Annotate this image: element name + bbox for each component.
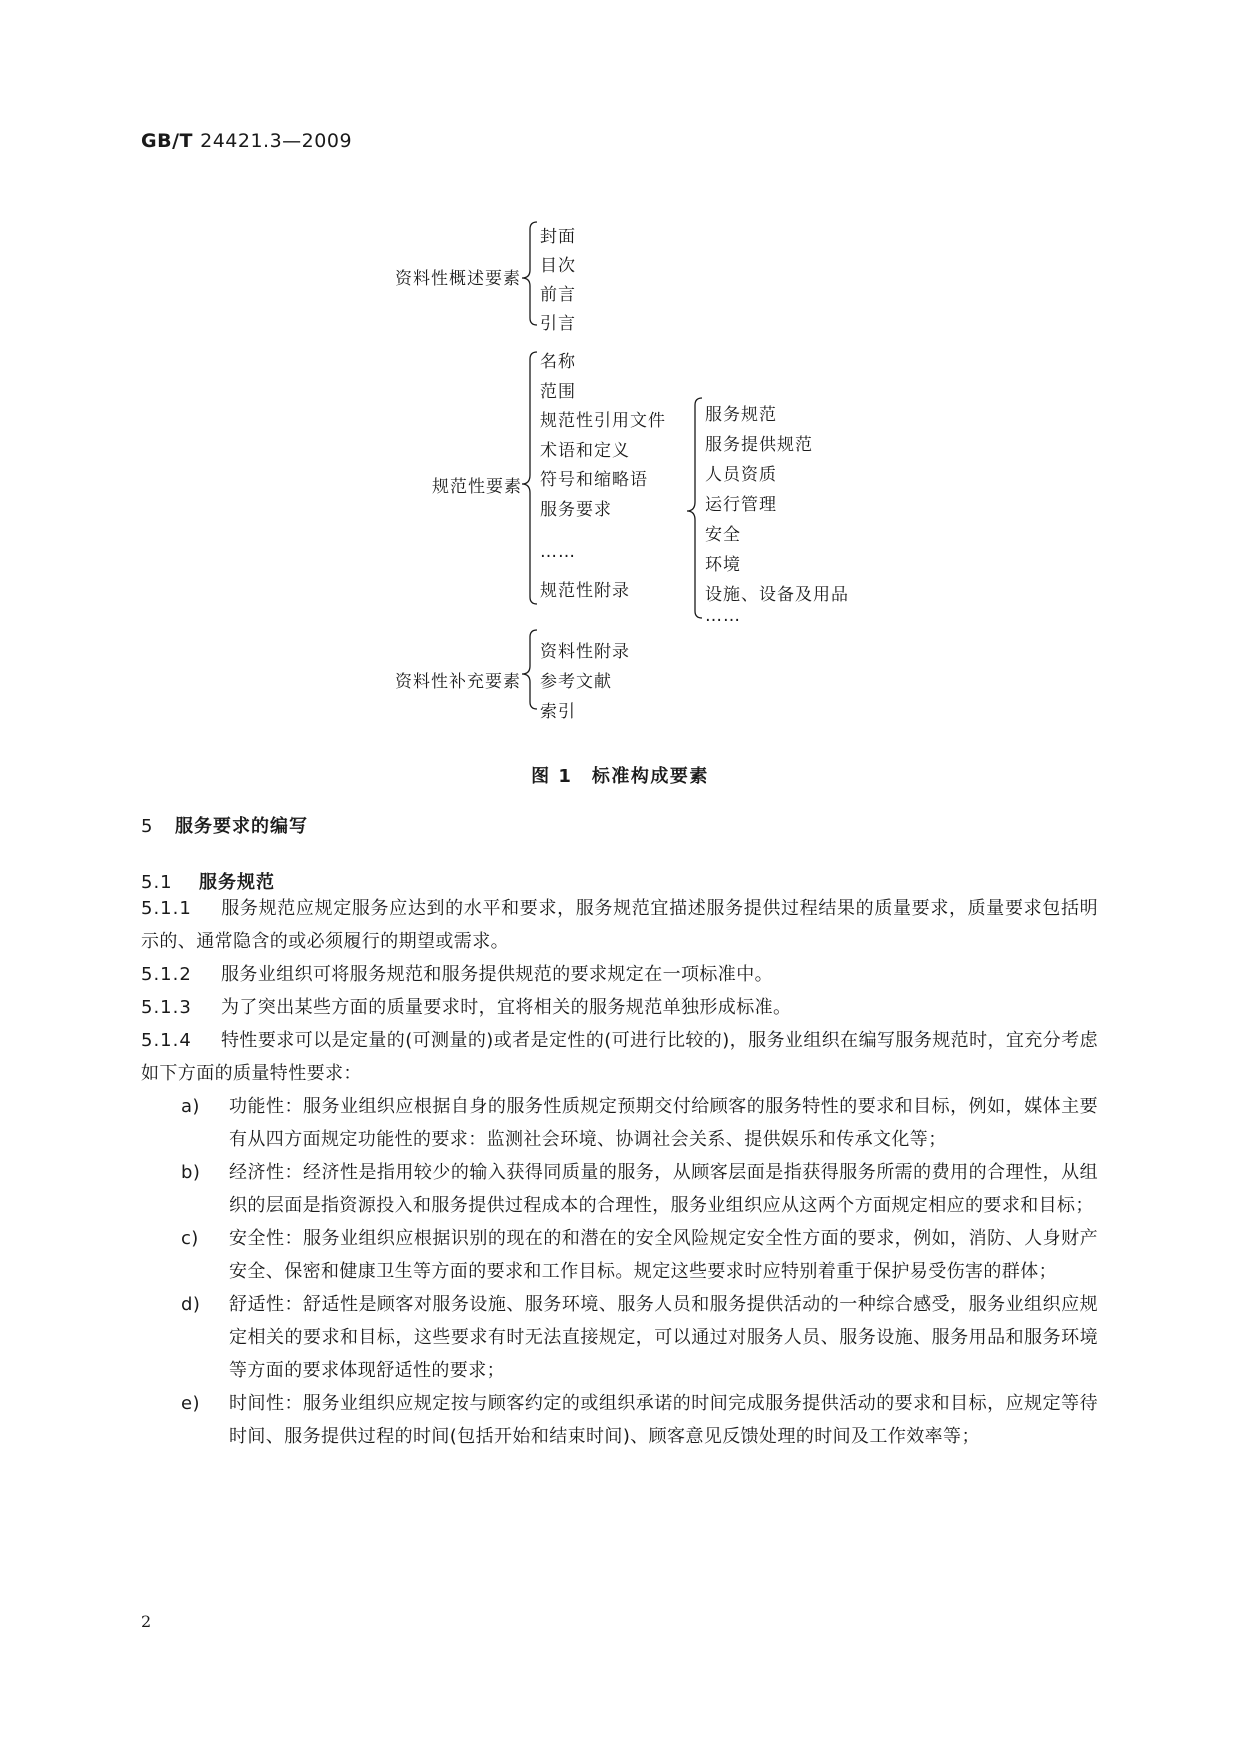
list-marker: a) — [181, 1096, 200, 1117]
brace-overview — [522, 222, 537, 325]
item-bibliography: 参考文献 — [540, 672, 612, 692]
clause-number: 5.1.1 — [141, 898, 192, 919]
clause-5-1-1 — [141, 892, 1098, 958]
section-5-heading — [141, 812, 308, 838]
list-marker: e) — [181, 1393, 200, 1414]
clause-number: 5.1.3 — [141, 997, 192, 1018]
brace-supplement — [522, 630, 537, 709]
sub-item-safety: 安全 — [705, 525, 741, 545]
clause-text: 为了突出某些方面的质量要求时，宜将相关的服务规范单独形成标准。 — [221, 997, 792, 1018]
list-item-timeliness — [141, 1387, 1098, 1453]
clause-5-1-4 — [141, 1024, 1098, 1090]
label-informative-overview: 资料性概述要素 — [395, 269, 521, 289]
list-marker: b) — [181, 1162, 201, 1183]
subsection-title: 服务规范 — [199, 872, 275, 893]
section-title: 服务要求的编写 — [175, 816, 308, 837]
section-number: 5 — [141, 816, 154, 837]
clause-5-1-2 — [141, 958, 1098, 991]
list-item-text: 经济性：经济性是指用较少的输入获得同质量的服务，从顾客层面是指获得服务所需的费用的合理性，从组织的层面是指资源投入和服务提供过程成本的合理性，服务业组织应从这两个方面规定相应的要求和目标； — [229, 1162, 1098, 1216]
item-service-requirements: 服务要求 — [540, 500, 612, 520]
list-item-functionality — [141, 1090, 1098, 1156]
sub-item-operations: 运行管理 — [705, 495, 777, 515]
item-index: 索引 — [540, 702, 576, 722]
sub-item-personnel: 人员资质 — [705, 465, 777, 485]
list-item-safety — [141, 1222, 1098, 1288]
list-item-text: 功能性：服务业组织应根据自身的服务性质规定预期交付给顾客的服务特性的要求和目标，例如，媒体主要有从四方面规定功能性的要求：监测社会环境、协调社会关系、提供娱乐和传承文化等； — [229, 1096, 1098, 1150]
item-informative-annex: 资料性附录 — [540, 642, 630, 662]
list-item-economy — [141, 1156, 1098, 1222]
brace-service-requirements — [687, 398, 702, 618]
item-scope: 范围 — [540, 382, 576, 402]
clause-number: 5.1.4 — [141, 1030, 192, 1051]
clause-text: 服务规范应规定服务应达到的水平和要求，服务规范宜描述服务提供过程结果的质量要求，质量要求包括明示的、通常隐含的或必须履行的期望或需求。 — [141, 898, 1098, 952]
clause-text: 特性要求可以是定量的(可测量的)或者是定性的(可进行比较的)，服务业组织在编写服务规范时，宜充分考虑如下方面的质量特性要求： — [141, 1030, 1098, 1084]
list-item-text: 舒适性：舒适性是顾客对服务设施、服务环境、服务人员和服务提供活动的一种综合感受，服务业组织应规定相关的要求和目标，这些要求有时无法直接规定，可以通过对服务人员、服务设施、服务用品和服务环境等方面的要求体现舒适性的要求； — [229, 1294, 1098, 1381]
clause-5-1-3 — [141, 991, 1098, 1024]
clause-text: 服务业组织可将服务规范和服务提供规范的要求规定在一项标准中。 — [221, 964, 773, 985]
item-introduction: 引言 — [540, 314, 576, 334]
section-5-1-heading — [141, 868, 275, 894]
subsection-number: 5.1 — [141, 872, 173, 893]
item-ellipsis: …… — [540, 542, 576, 562]
figure-standard-elements — [0, 0, 1240, 760]
item-contents: 目次 — [540, 256, 576, 276]
sub-item-service-provision-spec: 服务提供规范 — [705, 435, 813, 455]
list-item-comfort — [141, 1288, 1098, 1387]
item-terms: 术语和定义 — [540, 441, 630, 461]
list-marker: d) — [181, 1294, 201, 1315]
sub-item-facilities: 设施、设备及用品 — [705, 585, 849, 605]
list-item-text: 安全性：服务业组织应根据识别的现在的和潜在的安全风险规定安全性方面的要求，例如，消防、人身财产安全、保密和健康卫生等方面的要求和工作目标。规定这些要求时应特别着重于保护易受伤害的群体； — [229, 1228, 1098, 1282]
standard-number: 24421.3—2009 — [200, 130, 353, 152]
sub-item-ellipsis: …… — [705, 606, 741, 626]
item-normative-annex: 规范性附录 — [540, 581, 630, 601]
item-normative-references: 规范性引用文件 — [540, 411, 666, 431]
item-foreword: 前言 — [540, 285, 576, 305]
page-number: 2 — [141, 1612, 152, 1631]
clause-number: 5.1.2 — [141, 964, 192, 985]
item-symbols: 符号和缩略语 — [540, 470, 648, 490]
list-marker: c) — [181, 1228, 199, 1249]
figure-caption: 图 1 标准构成要素 — [531, 766, 709, 787]
item-cover: 封面 — [540, 227, 576, 247]
quality-characteristics-list — [141, 1090, 1098, 1453]
item-name: 名称 — [540, 352, 576, 372]
list-item-text: 时间性：服务业组织应规定按与顾客约定的或组织承诺的时间完成服务提供活动的要求和目标，应规定等待时间、服务提供过程的时间(包括开始和结束时间)、顾客意见反馈处理的时间及工作效率等； — [229, 1393, 1098, 1447]
standard-prefix: GB/T — [141, 130, 193, 152]
brace-normative — [522, 352, 537, 604]
label-informative-supplement: 资料性补充要素 — [395, 672, 521, 692]
sub-item-service-spec: 服务规范 — [705, 405, 777, 425]
label-normative: 规范性要素 — [432, 477, 522, 497]
sub-item-environment: 环境 — [705, 555, 741, 575]
